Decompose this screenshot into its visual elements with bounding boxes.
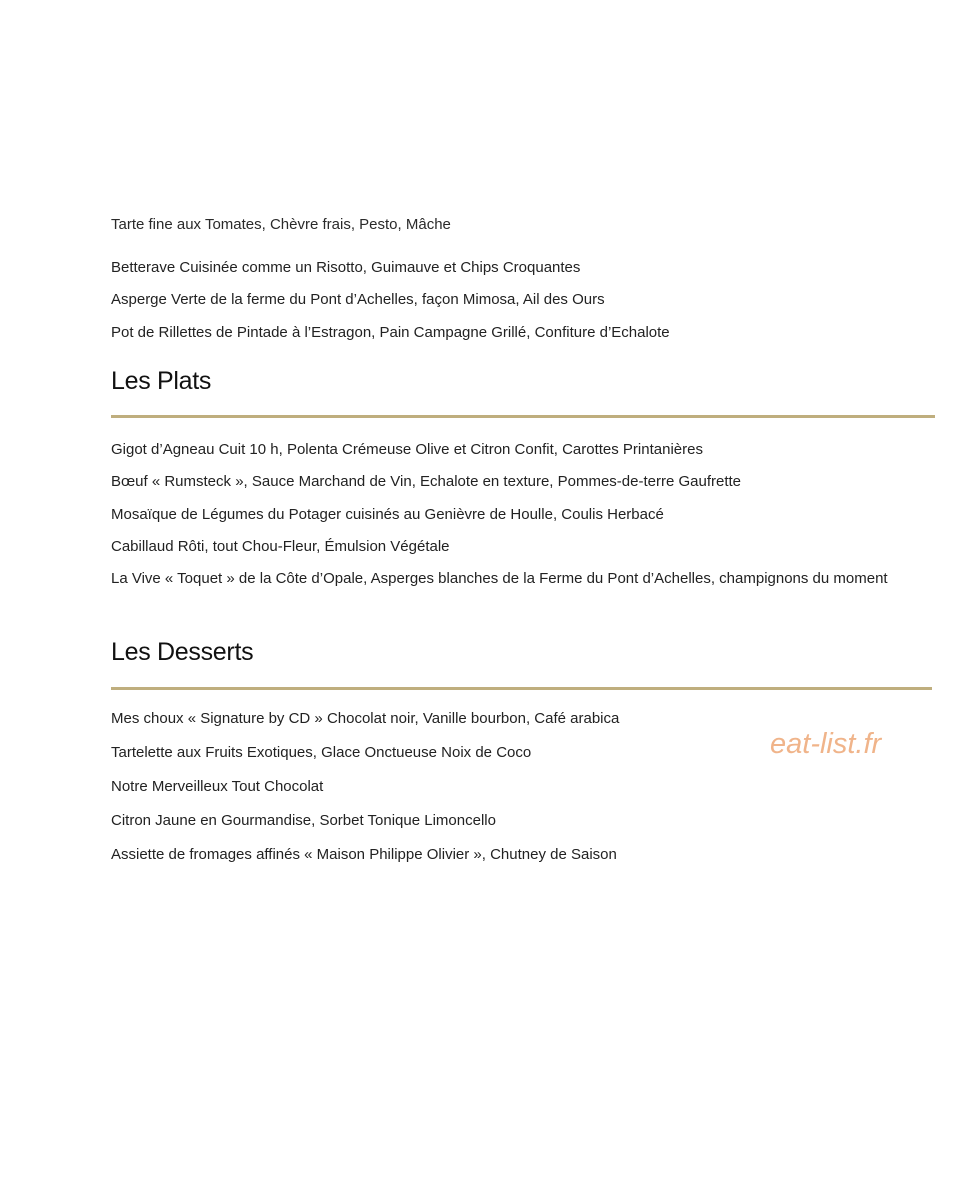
plat-item: Mosaïque de Légumes du Potager cuisinés au Genièvre de Houlle, Coulis Herbacé (111, 506, 664, 523)
dessert-item: Mes choux « Signature by CD » Chocolat noir, Vanille bourbon, Café arabica (111, 710, 620, 727)
watermark-text: eat-list.fr (770, 728, 882, 760)
plat-item: Bœuf « Rumsteck », Sauce Marchand de Vin, Echalote en texture, Pommes-de-terre Gaufrette (111, 473, 742, 490)
section-title-plats: Les Plats (111, 367, 212, 395)
section-divider (111, 687, 932, 690)
section-title-desserts: Les Desserts (111, 638, 254, 666)
plat-item: La Vive « Toquet » de la Côte d’Opale, Asperges blanches de la Ferme du Pont d’Achelles, champignons du moment (111, 570, 888, 587)
dessert-item: Assiette de fromages affinés « Maison Philippe Olivier », Chutney de Saison (111, 846, 617, 863)
plat-item: Gigot d’Agneau Cuit 10 h, Polenta Crémeuse Olive et Citron Confit, Carottes Printanières (111, 441, 703, 458)
cut-off-item-text: Tarte fine aux Tomates, Chèvre frais, Pesto, Mâche (111, 216, 451, 233)
plat-item: Cabillaud Rôti, tout Chou-Fleur, Émulsion Végétale (111, 538, 450, 555)
entree-item: Asperge Verte de la ferme du Pont d’Achelles, façon Mimosa, Ail des Ours (111, 291, 605, 308)
entree-item: Betterave Cuisinée comme un Risotto, Guimauve et Chips Croquantes (111, 259, 581, 276)
entree-item: Pot de Rillettes de Pintade à l’Estragon, Pain Campagne Grillé, Confiture d’Echalote (111, 324, 670, 341)
dessert-item: Tartelette aux Fruits Exotiques, Glace Onctueuse Noix de Coco (111, 744, 532, 761)
cut-off-menu-item (111, 216, 791, 244)
dessert-item: Notre Merveilleux Tout Chocolat (111, 778, 324, 795)
section-divider (111, 415, 935, 418)
dessert-item: Citron Jaune en Gourmandise, Sorbet Tonique Limoncello (111, 812, 496, 829)
